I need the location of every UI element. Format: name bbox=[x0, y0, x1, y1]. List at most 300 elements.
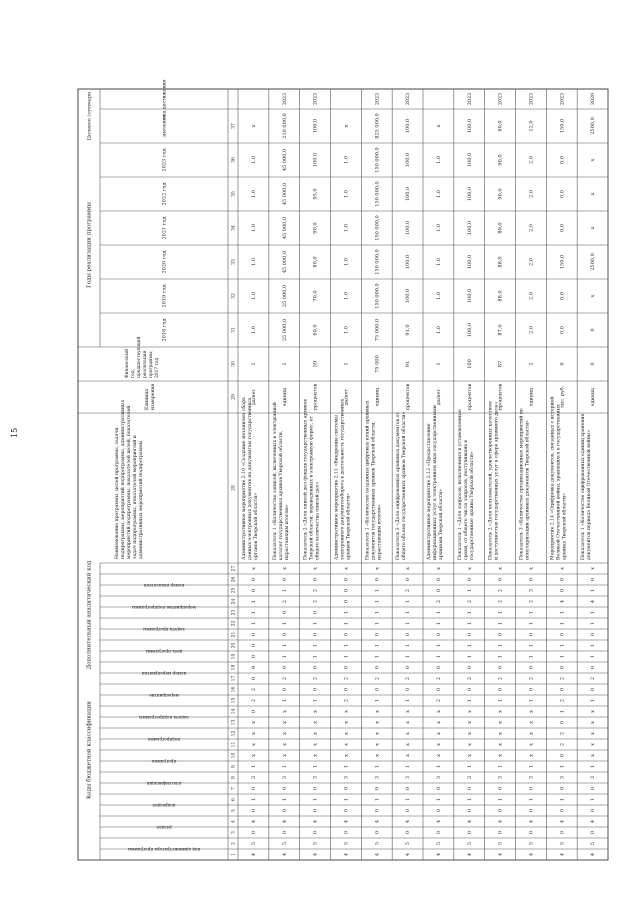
code-cell: 1 bbox=[343, 797, 350, 802]
code-cell: 5 bbox=[590, 841, 597, 846]
row-year-value: 1.0 bbox=[250, 326, 257, 334]
code-cell: х bbox=[250, 721, 257, 724]
row-unit: тыс. руб. bbox=[560, 385, 566, 409]
code-cell: 3 bbox=[528, 588, 535, 593]
code-cell: х bbox=[374, 710, 381, 713]
code-cell: 4 bbox=[590, 819, 597, 824]
code-cell: 1 bbox=[405, 797, 412, 802]
code-cell: 5 bbox=[281, 841, 288, 846]
code-cell: х bbox=[528, 710, 535, 713]
code-cell: 2 bbox=[343, 698, 350, 703]
row-unit: процентов bbox=[406, 383, 412, 411]
code-cell: х bbox=[312, 721, 319, 724]
code-cell: х bbox=[343, 743, 350, 746]
code-cell: 2 bbox=[559, 698, 566, 703]
code-cell: 0 bbox=[559, 808, 566, 813]
row-year-value: 100,0 bbox=[405, 254, 412, 270]
code-cell: 4 bbox=[250, 852, 257, 857]
row-target-year: 2020 bbox=[591, 92, 597, 106]
row-base-value: 1 bbox=[343, 362, 350, 366]
code-cell: х bbox=[250, 567, 257, 570]
row-year-value: 1.0 bbox=[250, 156, 257, 164]
code-cell: 4 bbox=[466, 819, 473, 824]
code-cell: 0 bbox=[312, 665, 319, 670]
row-base-value: 1 bbox=[435, 362, 442, 366]
code-cell: 1 bbox=[343, 654, 350, 659]
row-target-year: 2023 bbox=[467, 92, 473, 106]
code-cell: 1 bbox=[343, 610, 350, 615]
code-cell: 4 bbox=[374, 819, 381, 824]
code-cell: 0 bbox=[497, 786, 504, 791]
code-cell: 3 bbox=[435, 775, 442, 780]
code-col-label: номер показателя bbox=[143, 583, 185, 588]
code-cell: 4 bbox=[559, 819, 566, 824]
column-number: 3 bbox=[231, 831, 237, 834]
row-year-value: 88,0 bbox=[497, 256, 504, 268]
row-year-value: 45 000,0 bbox=[281, 250, 288, 274]
code-cell: 1 bbox=[528, 698, 535, 703]
row-year-value: 1.0 bbox=[250, 258, 257, 266]
code-cell: 1 bbox=[405, 599, 412, 604]
code-cell: 0 bbox=[497, 808, 504, 813]
code-cell: 3 bbox=[281, 775, 288, 780]
row-description: Показатель 1 «Количество записей, включенных в электронныйкаталог государственных архивов Тверской области,нарастающим итогом» bbox=[272, 402, 290, 560]
code-cell: 1 bbox=[528, 764, 535, 769]
row-year-value: 150 000,0 bbox=[374, 283, 381, 309]
code-cell: х bbox=[528, 721, 535, 724]
row-year-value: 1.0 bbox=[435, 292, 442, 300]
code-cell: 3 bbox=[405, 775, 412, 780]
row-year-value: 2,0 bbox=[528, 190, 535, 198]
code-cell: 1 bbox=[466, 643, 473, 648]
code-cell: 0 bbox=[281, 808, 288, 813]
code-cell: 2 bbox=[250, 687, 257, 692]
code-cell: 4 bbox=[435, 852, 442, 857]
row-base-value: 1 bbox=[250, 362, 257, 366]
code-cell: 0 bbox=[312, 610, 319, 615]
code-cell: 2 bbox=[405, 676, 412, 681]
code-cell: 0 bbox=[590, 665, 597, 670]
row-year-value: 100,0 bbox=[405, 152, 412, 168]
row-unit: процентов bbox=[313, 383, 319, 411]
row-description: Показатель 3 «Количество организационных мероприятий попопуляризации архивных документов Тверской области» bbox=[519, 408, 531, 560]
row-target-year: 2023 bbox=[498, 92, 504, 106]
code-cell: 4 bbox=[281, 819, 288, 824]
row-description: Административное мероприятие 2.11 «Внедрение системыэлектронного документооборота в деятельность государственныхархивов Тверской области» bbox=[334, 398, 352, 560]
code-cell: х bbox=[281, 710, 288, 713]
code-cell: 0 bbox=[343, 808, 350, 813]
code-cell: 1 bbox=[281, 588, 288, 593]
code-cell: 0 bbox=[497, 665, 504, 670]
column-number: 29 bbox=[231, 394, 237, 400]
code-cell: 0 bbox=[559, 830, 566, 835]
code-cell: х bbox=[405, 743, 412, 746]
code-cell: 1 bbox=[281, 698, 288, 703]
code-cell: 0 bbox=[281, 610, 288, 615]
years-group-header: Годы реализации программы bbox=[86, 202, 93, 288]
code-cell: х bbox=[435, 732, 442, 735]
code-cell: 0 bbox=[343, 599, 350, 604]
code-cell: 1 bbox=[405, 621, 412, 626]
column-number: 4 bbox=[231, 820, 237, 823]
code-cell: 1 bbox=[559, 610, 566, 615]
code-cell: 5 bbox=[497, 841, 504, 846]
code-cell: 0 bbox=[435, 808, 442, 813]
row-unit: единиц bbox=[529, 387, 535, 407]
code-cell: 0 bbox=[528, 808, 535, 813]
target-sub-header: год достижения bbox=[162, 79, 168, 119]
code-cell: х bbox=[435, 754, 442, 757]
code-cell: 1 bbox=[528, 643, 535, 648]
code-cell: 0 bbox=[250, 654, 257, 659]
row-year-value: 100,0 bbox=[312, 152, 319, 168]
code-cell: 4 bbox=[374, 852, 381, 857]
row-year-value: 100,0 bbox=[466, 254, 473, 270]
row-year-value: 100,0 bbox=[405, 288, 412, 304]
column-number: 28 bbox=[231, 485, 237, 491]
code-col-label: код администратора программы bbox=[127, 847, 201, 852]
row-year-value: 150 000,0 bbox=[374, 215, 381, 241]
column-number: 11 bbox=[231, 741, 237, 748]
row-year-value: 1.0 bbox=[435, 258, 442, 266]
code-cell: 2 bbox=[497, 588, 504, 593]
row-year-value: 95,0 bbox=[312, 188, 319, 200]
code-cell: 2 bbox=[281, 599, 288, 604]
code-cell: 1 bbox=[312, 621, 319, 626]
code-cell: х bbox=[497, 732, 504, 735]
code-cell: х bbox=[405, 721, 412, 724]
code-cell: 1 bbox=[374, 621, 381, 626]
code-cell: 0 bbox=[281, 632, 288, 637]
code-cell: 2 bbox=[312, 588, 319, 593]
code-cell: 0 bbox=[497, 632, 504, 637]
code-cell: 5 bbox=[374, 841, 381, 846]
code-cell: 4 bbox=[281, 852, 288, 857]
code-cell: х bbox=[435, 567, 442, 570]
row-year-value: 1.0 bbox=[250, 292, 257, 300]
row-base-value: 0 bbox=[559, 362, 566, 366]
code-cell: 3 bbox=[374, 775, 381, 780]
year-header: 2021 год bbox=[161, 216, 168, 240]
column-number: 35 bbox=[231, 191, 237, 197]
code-cell: 0 bbox=[250, 643, 257, 648]
row-year-value: 100,0 bbox=[466, 152, 473, 168]
code-cell: 0 bbox=[497, 830, 504, 835]
row-target-value: х bbox=[435, 124, 442, 128]
code-cell: х bbox=[343, 754, 350, 757]
row-year-value: х bbox=[590, 226, 597, 230]
code-cell: 4 bbox=[312, 819, 319, 824]
code-cell: 0 bbox=[343, 665, 350, 670]
code-cell: 4 bbox=[250, 819, 257, 824]
row-year-value: 45 000,0 bbox=[281, 216, 288, 240]
row-target-value: 825 000,0 bbox=[374, 113, 381, 139]
extra-code-header: Дополнительный аналитический код bbox=[86, 560, 93, 670]
code-cell: 0 bbox=[405, 665, 412, 670]
code-col-label: мероприятие подпрограммы bbox=[132, 605, 196, 610]
row-year-value: 90,0 bbox=[497, 188, 504, 200]
year-header: 2020 год bbox=[161, 250, 168, 274]
code-cell: 1 bbox=[312, 698, 319, 703]
code-cell: 1 bbox=[312, 764, 319, 769]
code-cell: х bbox=[405, 567, 412, 570]
code-cell: 4 bbox=[590, 599, 597, 604]
code-cell: 0 bbox=[343, 830, 350, 835]
year-header: 2023 год bbox=[161, 148, 168, 172]
code-cell: 0 bbox=[528, 830, 535, 835]
code-cell: 1 bbox=[435, 797, 442, 802]
code-cell: 4 bbox=[405, 852, 412, 857]
code-cell: 1 bbox=[590, 654, 597, 659]
row-year-value: 100,0 bbox=[466, 186, 473, 202]
code-cell: 0 bbox=[435, 588, 442, 593]
code-cell: х bbox=[528, 754, 535, 757]
column-number: 15 bbox=[231, 697, 237, 704]
code-cell: 2 bbox=[528, 599, 535, 604]
code-cell: 1 bbox=[250, 764, 257, 769]
code-col-label: мероприятие bbox=[149, 693, 179, 698]
code-cell: 0 bbox=[281, 687, 288, 692]
code-cell: х bbox=[590, 743, 597, 746]
row-target-value: 150,0 bbox=[559, 118, 566, 134]
code-cell: 0 bbox=[528, 577, 535, 582]
code-cell: 1 bbox=[281, 764, 288, 769]
code-cell: 0 bbox=[590, 830, 597, 835]
code-cell: 0 bbox=[559, 786, 566, 791]
row-target-value: 210 000,0 bbox=[281, 113, 288, 139]
row-year-value: 1.0 bbox=[250, 224, 257, 232]
row-year-value: 0,0 bbox=[559, 190, 566, 198]
code-cell: 0 bbox=[435, 665, 442, 670]
row-year-value: 90,0 bbox=[312, 222, 319, 234]
code-cell: 2 bbox=[250, 698, 257, 703]
row-target-value: 12,0 bbox=[528, 120, 535, 132]
row-year-value: 150 000,0 bbox=[374, 249, 381, 275]
target-sub-header: значение bbox=[162, 114, 168, 138]
code-cell: 0 bbox=[466, 830, 473, 835]
column-number: 22 bbox=[231, 620, 237, 627]
code-cell: 1 bbox=[281, 797, 288, 802]
code-cell: 3 bbox=[343, 775, 350, 780]
code-cell: 0 bbox=[343, 687, 350, 692]
code-cell: х bbox=[312, 743, 319, 746]
code-cell: 1 bbox=[497, 610, 504, 615]
code-cell: 1 bbox=[466, 764, 473, 769]
code-cell: 1 bbox=[590, 643, 597, 648]
row-unit: единиц bbox=[282, 387, 288, 407]
row-year-value: 1.0 bbox=[435, 224, 442, 232]
code-cell: 0 bbox=[435, 786, 442, 791]
column-number: 9 bbox=[231, 765, 237, 768]
code-cell: 1 bbox=[374, 698, 381, 703]
code-cell: 1 bbox=[590, 797, 597, 802]
code-cell: 0 bbox=[528, 687, 535, 692]
code-cell: 0 bbox=[590, 808, 597, 813]
code-cell: 1 bbox=[281, 621, 288, 626]
code-cell: 0 bbox=[374, 687, 381, 692]
code-cell: х bbox=[466, 754, 473, 757]
code-cell: 1 bbox=[497, 643, 504, 648]
code-col-label: подпрограмма bbox=[147, 737, 181, 742]
code-cell: 4 bbox=[405, 819, 412, 824]
code-cell: х bbox=[528, 732, 535, 735]
code-cell: 4 bbox=[528, 852, 535, 857]
code-cell: х bbox=[497, 743, 504, 746]
code-cell: 1 bbox=[559, 654, 566, 659]
row-year-value: 0,0 bbox=[559, 156, 566, 164]
code-cell: х bbox=[312, 754, 319, 757]
code-cell: 2 bbox=[466, 599, 473, 604]
code-cell: 1 bbox=[250, 599, 257, 604]
column-number: 25 bbox=[231, 587, 237, 594]
code-cell: х bbox=[466, 743, 473, 746]
code-cell: 1 bbox=[528, 654, 535, 659]
row-unit: процентов bbox=[498, 383, 504, 411]
code-cell: х bbox=[281, 732, 288, 735]
column-number: 5 bbox=[231, 809, 237, 812]
row-year-value: 0,0 bbox=[559, 326, 566, 334]
code-cell: 0 bbox=[466, 786, 473, 791]
column-number: 20 bbox=[231, 642, 237, 649]
code-cell: х bbox=[374, 721, 381, 724]
code-cell: 0 bbox=[405, 687, 412, 692]
row-description: Мероприятие 2.14 «Оцифровка документов, связанных с историейВеликой Отечественной войны, хранящихся в государственныхархивах Тверской области» bbox=[550, 396, 568, 560]
code-cell: х bbox=[590, 567, 597, 570]
code-cell: 4 bbox=[559, 599, 566, 604]
code-col-label: задача программы bbox=[143, 627, 185, 632]
row-year-value: 150,0 bbox=[559, 254, 566, 270]
code-cell: 0 bbox=[528, 786, 535, 791]
column-number: 34 bbox=[231, 225, 237, 231]
row-year-value: 1.0 bbox=[343, 326, 350, 334]
column-number: 37 bbox=[231, 123, 237, 129]
row-target-year: 2023 bbox=[313, 92, 319, 106]
code-cell: х bbox=[497, 567, 504, 570]
row-year-value: 1.0 bbox=[435, 190, 442, 198]
code-cell: 2 bbox=[559, 742, 566, 747]
row-target-year: 2023 bbox=[375, 92, 381, 106]
code-cell: 0 bbox=[250, 808, 257, 813]
code-cell: 2 bbox=[312, 676, 319, 681]
row-year-value: 70,0 bbox=[312, 290, 319, 302]
code-cell: 3 bbox=[312, 775, 319, 780]
column-number: 18 bbox=[231, 664, 237, 671]
row-target-value: 100,0 bbox=[466, 118, 473, 134]
row-year-value: 0 bbox=[590, 328, 597, 332]
code-cell: 0 bbox=[343, 786, 350, 791]
code-cell: 0 bbox=[281, 786, 288, 791]
row-description: Показатель 1 «Количество оцифрованных единиц хранениядокументов периода Великой Отечественной войны» bbox=[581, 413, 593, 560]
code-cell: х bbox=[374, 743, 381, 746]
row-year-value: 2,0 bbox=[528, 258, 535, 266]
code-cell: 2 bbox=[312, 599, 319, 604]
code-cell: х bbox=[343, 721, 350, 724]
code-cell: 2 bbox=[497, 599, 504, 604]
code-cell: 5 bbox=[559, 841, 566, 846]
code-cell: 1 bbox=[466, 654, 473, 659]
code-cell: х bbox=[435, 710, 442, 713]
code-cell: х bbox=[528, 743, 535, 746]
row-year-value: 2,0 bbox=[528, 326, 535, 334]
code-cell: 1 bbox=[590, 588, 597, 593]
code-cell: 0 bbox=[466, 577, 473, 582]
code-cell: 0 bbox=[343, 588, 350, 593]
code-cell: 1 bbox=[559, 764, 566, 769]
code-cell: 1 bbox=[497, 698, 504, 703]
code-cell: 1 bbox=[528, 797, 535, 802]
code-cell: 0 bbox=[312, 786, 319, 791]
code-cell: 0 bbox=[528, 632, 535, 637]
code-cell: х bbox=[466, 721, 473, 724]
row-year-value: 1.0 bbox=[343, 156, 350, 164]
codes-group-header: Коды бюджетной классификации bbox=[86, 701, 93, 799]
code-cell: х bbox=[466, 567, 473, 570]
column-number: 23 bbox=[231, 609, 237, 616]
code-cell: 4 bbox=[343, 852, 350, 857]
code-cell: 5 bbox=[435, 841, 442, 846]
code-cell: 2 bbox=[559, 731, 566, 736]
code-cell: 1 bbox=[435, 764, 442, 769]
code-cell: 0 bbox=[250, 577, 257, 582]
row-unit: да/нет bbox=[251, 388, 257, 406]
code-cell: 1 bbox=[528, 621, 535, 626]
code-cell: 0 bbox=[374, 632, 381, 637]
code-cell: 1 bbox=[374, 797, 381, 802]
code-cell: 1 bbox=[312, 643, 319, 648]
code-cell: 2 bbox=[466, 676, 473, 681]
code-col-label: программа bbox=[151, 759, 177, 764]
code-cell: 0 bbox=[343, 632, 350, 637]
row-year-value: 60,0 bbox=[312, 324, 319, 336]
row-base-value: 100 bbox=[466, 359, 473, 369]
code-cell: 0 bbox=[250, 830, 257, 835]
row-year-value: 25 000,0 bbox=[281, 284, 288, 308]
column-number: 16 bbox=[231, 686, 237, 693]
column-number: 7 bbox=[231, 787, 237, 790]
code-cell: 0 bbox=[405, 830, 412, 835]
table-frame bbox=[78, 79, 608, 860]
code-cell: х bbox=[343, 732, 350, 735]
row-year-value: 2,0 bbox=[528, 224, 535, 232]
code-cell: 0 bbox=[590, 786, 597, 791]
code-cell: 0 bbox=[559, 753, 566, 758]
base-year-header: Финансовыйгод,предшествующийреализациипрограммы,2017 год bbox=[125, 336, 160, 378]
code-cell: 1 bbox=[312, 654, 319, 659]
code-cell: 1 bbox=[435, 654, 442, 659]
year-header: 2022 год bbox=[161, 182, 168, 206]
row-year-value: 45 000,0 bbox=[281, 182, 288, 206]
code-cell: 0 bbox=[281, 830, 288, 835]
code-cell: 1 bbox=[374, 588, 381, 593]
code-cell: 4 bbox=[497, 852, 504, 857]
code-cell: 1 bbox=[435, 643, 442, 648]
code-cell: х bbox=[466, 710, 473, 713]
code-col-label: подраздел bbox=[152, 803, 176, 808]
code-cell: 4 bbox=[528, 819, 535, 824]
row-description: Показатель 2 «Доля оцифрованных архивных документов отобщего объема государственных архивов Тверской области» bbox=[396, 411, 408, 560]
code-cell: 2 bbox=[528, 676, 535, 681]
row-unit: единиц bbox=[375, 387, 381, 407]
code-cell: х bbox=[250, 732, 257, 735]
code-cell: 0 bbox=[312, 808, 319, 813]
column-number: 32 bbox=[231, 293, 237, 299]
code-cell: 3 bbox=[466, 775, 473, 780]
code-cell: 1 bbox=[497, 797, 504, 802]
code-cell: 4 bbox=[497, 819, 504, 824]
code-cell: 0 bbox=[590, 687, 597, 692]
code-cell: 2 bbox=[343, 676, 350, 681]
page-number: 15 bbox=[10, 427, 19, 438]
